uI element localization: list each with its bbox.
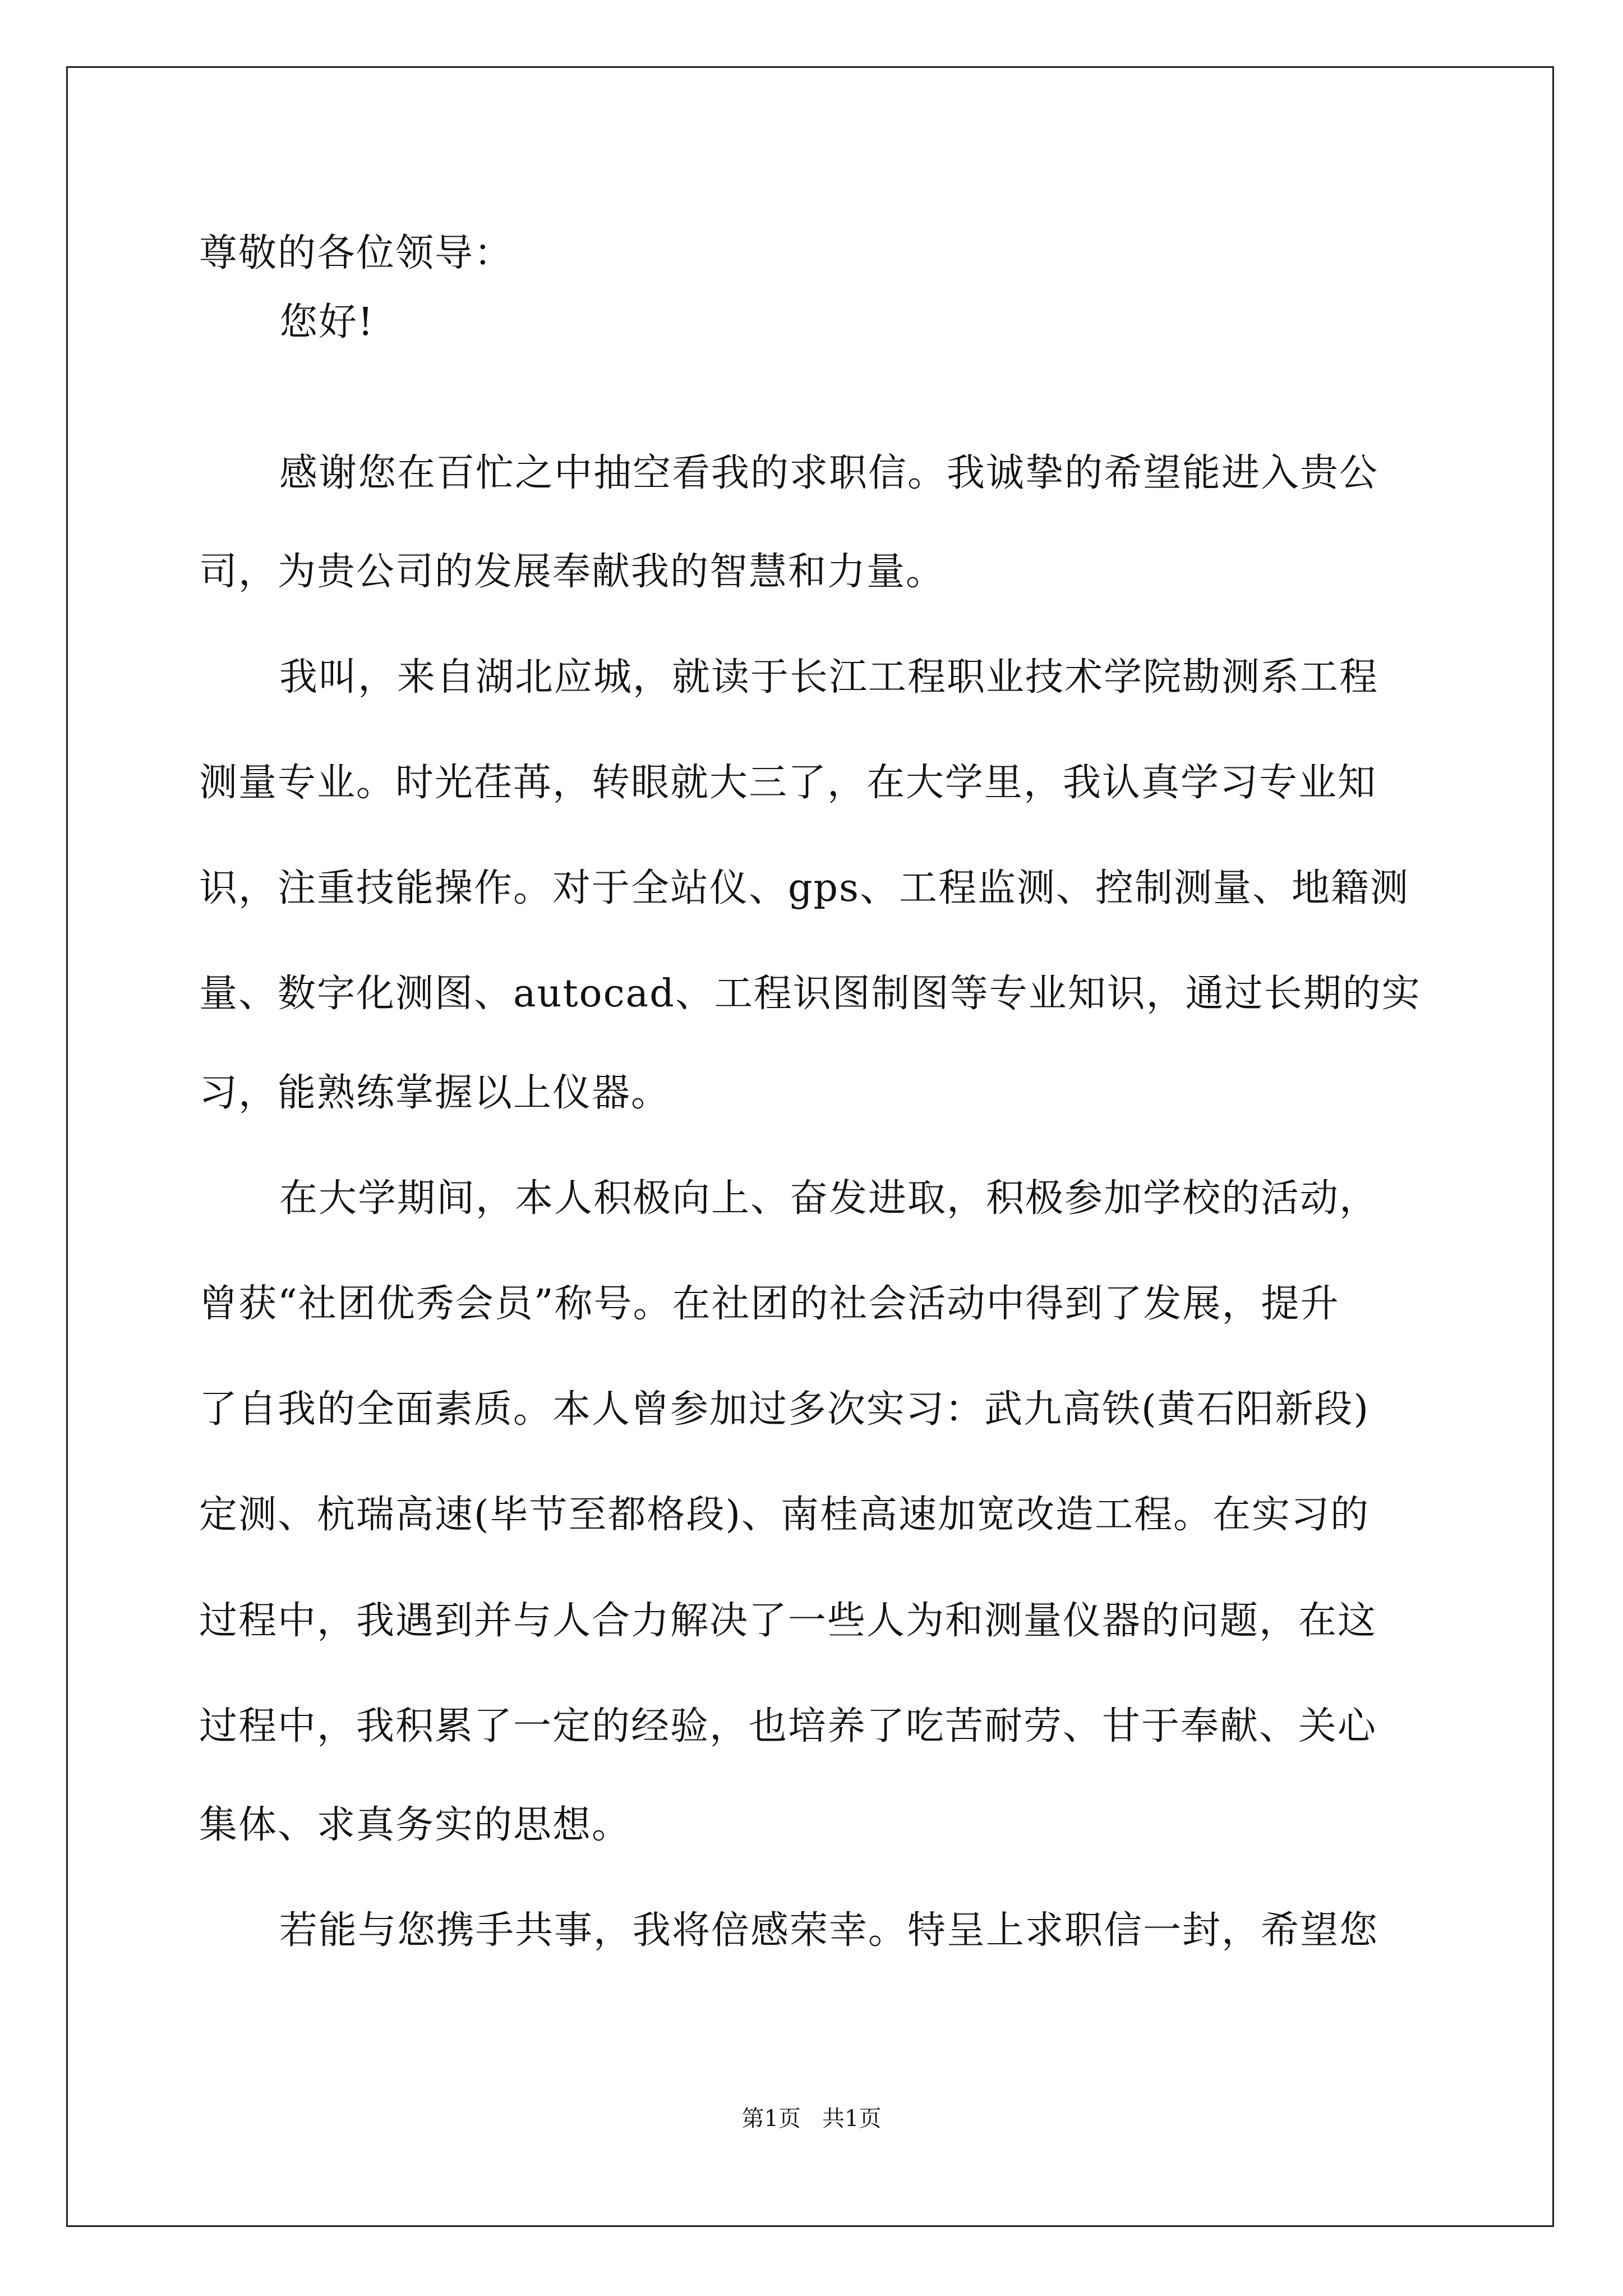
text-line: 在大学期间，本人积极向上、奋发进取，积极参加学校的活动， — [279, 1176, 1379, 1221]
text-line: 量、数字化测图、autocad、工程识图制图等专业知识，通过长期的实 — [199, 972, 1421, 1016]
text-line: 测量专业。时光荏苒，转眼就大三了，在大学里，我认真学习专业知 — [199, 761, 1377, 805]
text-line: 习，能熟练掌握以上仪器。 — [199, 1071, 671, 1115]
text-line: 过程中，我遇到并与人合力解决了一些人为和测量仪器的问题，在这 — [199, 1599, 1377, 1643]
text-line: 曾获“社团优秀会员”称号。在社团的社会活动中得到了发展，提升 — [199, 1282, 1340, 1326]
greeting: 您好! — [279, 300, 375, 344]
page-number-footer: 第1页 共1页 — [741, 2106, 882, 2132]
text-line: 若能与您携手共事，我将倍感荣幸。特呈上求职信一封，希望您 — [279, 1908, 1379, 1953]
text-line: 了自我的全面素质。本人曾参加过多次实习：武九高铁(黄石阳新段) — [199, 1387, 1370, 1432]
text-line: 司，为贵公司的发展奉献我的智慧和力量。 — [199, 550, 946, 594]
page-border — [66, 66, 1554, 2227]
text-line: 集体、求真务实的思想。 — [199, 1803, 631, 1847]
text-line: 我叫，来自湖北应城，就读于长江工程职业技术学院勘测系工程 — [279, 655, 1379, 700]
text-line: 感谢您在百忙之中抽空看我的求职信。我诚挚的希望能进入贵公 — [279, 451, 1379, 495]
text-line: 识，注重技能操作。对于全站仪、gps、工程监测、控制测量、地籍测 — [199, 866, 1409, 910]
text-line: 定测、杭瑞高速(毕节至都格段)、南桂高速加宽改造工程。在实习的 — [199, 1493, 1370, 1537]
salutation: 尊敬的各位领导： — [199, 231, 514, 275]
text-line: 过程中，我积累了一定的经验，也培养了吃苦耐劳、甘于奉献、关心 — [199, 1704, 1377, 1749]
